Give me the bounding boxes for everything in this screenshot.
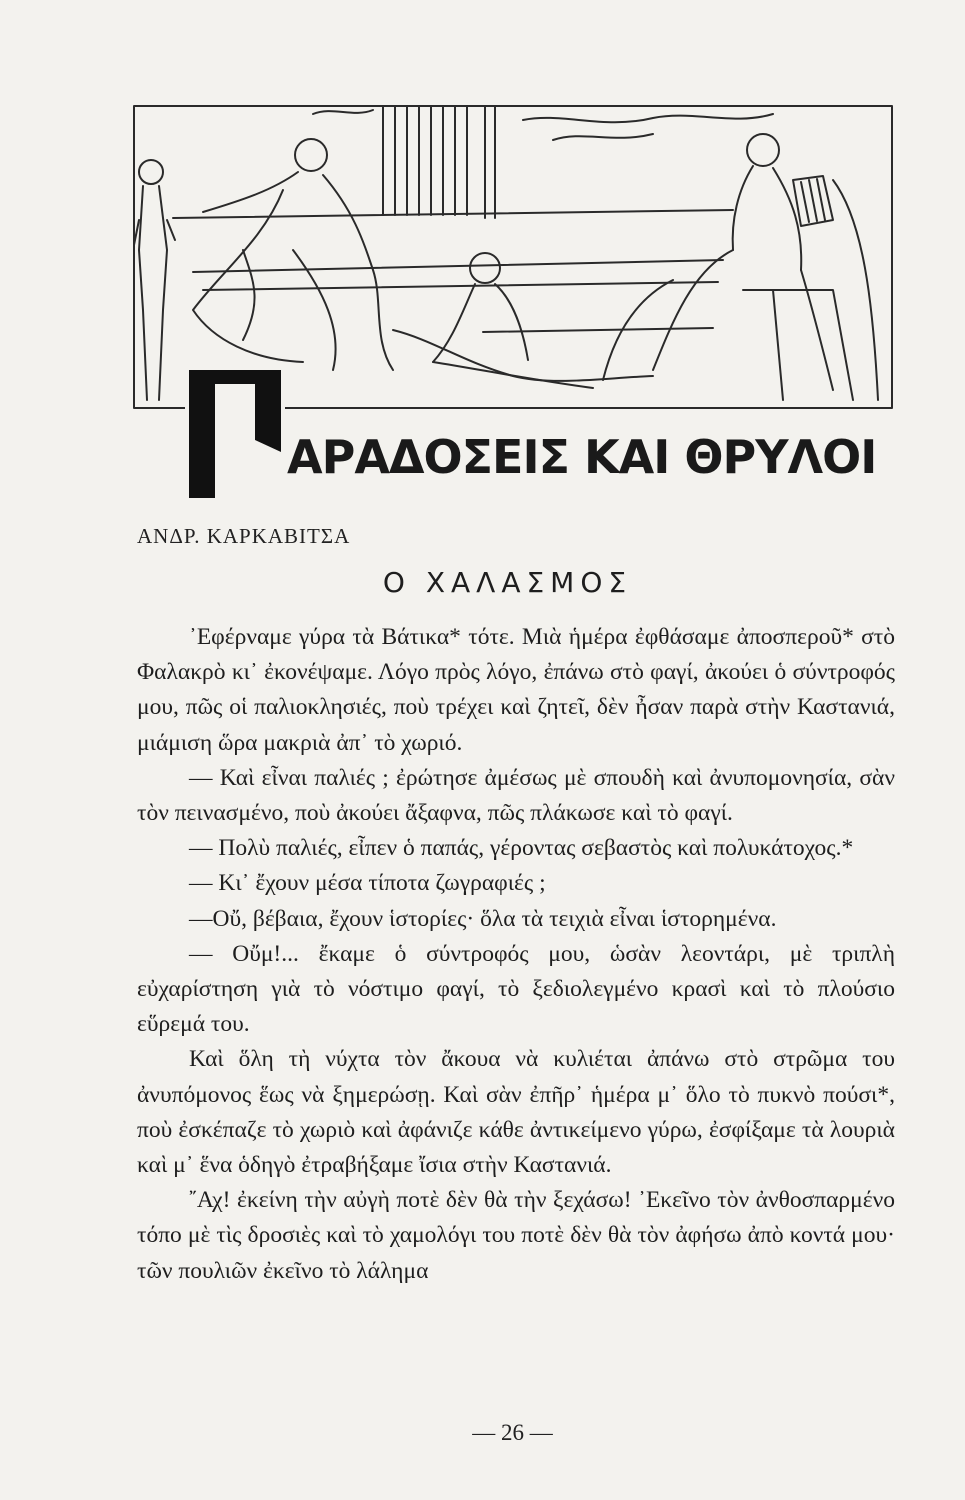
paragraph: ῎Αχ! ἐκείνη τὴν αὐγὴ ποτὲ δὲν θὰ τὴν ξεχάσω! ᾿Εκεῖνο τὸν ἀνθοσπαρμένο τόπο μὲ τὶς δροσιὲς καὶ τὸ χαμολόγι του ποτὲ δὲν θὰ τὸν ἀφήσω ἀπὸ κοντά μου· τῶν πουλιῶν ἐκεῖνο τὸ λάλημα [137, 1187, 895, 1284]
paragraph: — Οὔμ!... ἔκαμε ὁ σύντροφός μου, ὡσὰν λεοντάρι, μὲ τριπλὴ εὐχαρίστηση γιὰ τὸ νόστιμο φαγί, τὸ ξεδιολεγμένο κρασὶ καὶ τὸ πλούσιο εὕρεμά του. [137, 940, 895, 1038]
article-body [137, 620, 895, 1289]
paragraph: — Πολὺ παλιές, εἶπεν ὁ παπάς, γέροντας σεβαστὸς καὶ πολυκάτοχος.* [189, 835, 854, 862]
paragraph: — Καὶ εἶναι παλιές ; ἐρώτησε ἀμέσως μὲ σπουδὴ καὶ ἀνυπομονησία, σὰν τὸν πεινασμένο, ποὺ ἀκούει ἄξαφνα, πῶς πλάκωσε καὶ τὸ φαγί. [137, 764, 895, 827]
paragraph: Καὶ ὅλη τὴ νύχτα τὸν ἄκουα νὰ κυλιέται ἀπάνω στὸ στρῶμα του ἀνυπόμονος ἕως νὰ ξημερώσῃ. Καὶ σὰν ἐπῆρ᾿ ἡμέρα μ᾿ ὅλο τὸ πυκνὸ πούσι*, ποὺ ἐσκέπαζε τὸ χωριὸ καὶ ἀφάνιζε κάθε ἀντικείμενο γύρω, ἐσφίξαμε τὰ λουριὰ καὶ μ᾿ ἕνα ὁδηγὸ ἐτραβήξαμε ἴσια στὴν Καστανιά. [137, 1046, 895, 1179]
story-title: Ο ΧΑΛΑΣΜΟΣ [382, 566, 633, 599]
author-name: ΑΝΔΡ. ΚΑΡΚΑΒΙΤΣΑ [137, 524, 351, 548]
header-illustration [133, 100, 895, 410]
paragraph: — Κι᾿ ἔχουν μέσα τίποτα ζωγραφιές ; [189, 870, 546, 897]
paragraph: —Οὔ, βέβαια, ἔχουν ἱστορίες· ὅλα τὰ τειχιὰ εἶναι ἱστορημένα. [189, 905, 777, 932]
section-title-text: ΑΡΑΔΟΣΕΙΣ ΚΑΙ ΘΡΥΛΟΙ [287, 430, 877, 484]
paragraph: ᾿Εφέρναμε γύρα τὰ Βάτικα* τότε. Μιὰ ἡμέρα ἐφθάσαμε ἀποσπεροῦ* στὸ Φαλακρὸ κι᾿ ἐκονέψαμε. Λόγο πρὸς λόγο, ἐπάνω στὸ φαγί, ἀκούει ὁ σύντροφός μου, πῶς οἱ παλιοκλησιές, ποὺ τρέχει καὶ ζητεῖ, δὲν ἦσαν παρὰ στὴν Καστανιά, μιάμιση ὥρα μακριὰ ἀπ᾿ τὸ χωριό. [137, 624, 895, 756]
decorative-initial-pi [185, 370, 285, 498]
classical-scene-drawing [133, 100, 895, 410]
page-number: — 26 — [472, 1420, 553, 1445]
section-heading [185, 370, 885, 500]
